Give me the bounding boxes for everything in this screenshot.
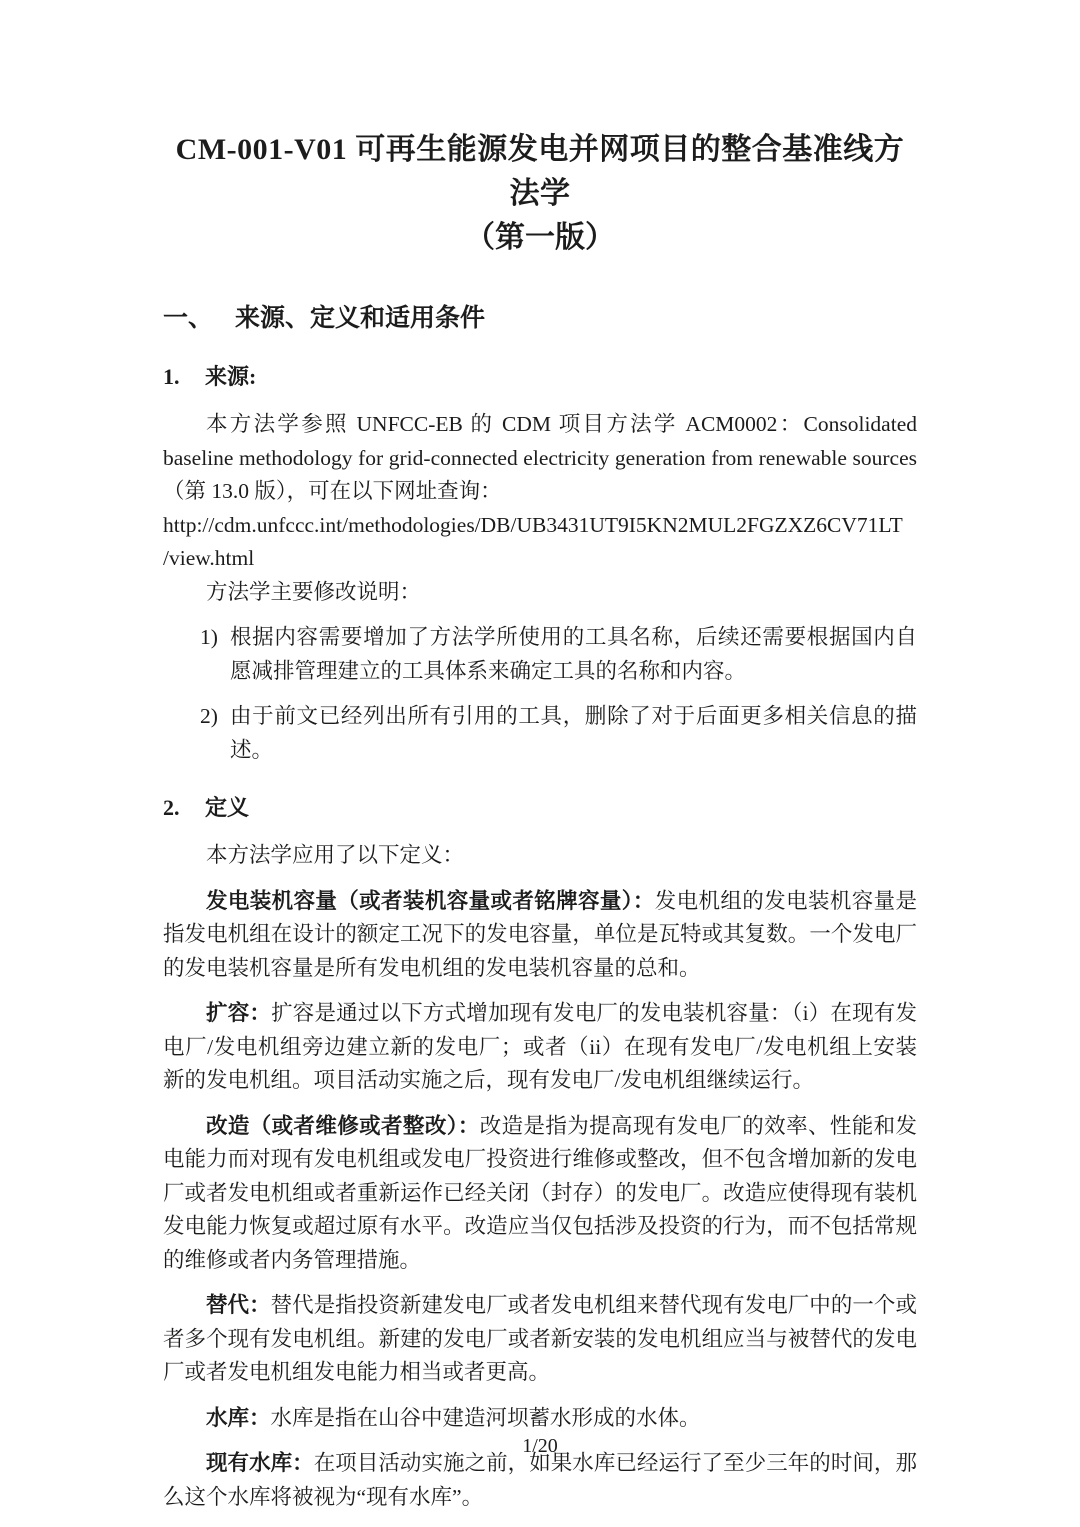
definition-text: 扩容是通过以下方式增加现有发电厂的发电装机容量：（i）在现有发电厂/发电机组旁边建立新的发电厂；或者（ii）在现有发电厂/发电机组上安装新的发电机组。项目活动实施之后，现有发电厂/发电机组继续运行。 <box>163 1001 917 1092</box>
subsection-heading-source <box>163 361 917 393</box>
definition-text: 发电机组的发电装机容量是指发电机组在设计的额定工况下的发电容量，单位是瓦特或其复数。一个发电厂的发电装机容量是所有发电机组的发电装机容量的总和。 <box>163 888 917 980</box>
subsection-number: 2. <box>163 795 180 820</box>
section-number: 一、 <box>163 305 214 332</box>
revision-item-number: 2) <box>200 704 218 728</box>
page-number: 1/20 <box>522 1435 558 1457</box>
subsection-heading-label: 来源: <box>205 364 257 389</box>
definition-retrofit <box>163 1110 917 1278</box>
methodology-url-line1: http://cdm.unfccc.int/methodologies/DB/UB3431UT9I5KN2MUL2FGZXZ6CV71LT <box>163 512 903 537</box>
definition-text: 改造是指为提高现有发电厂的效率、性能和发电能力而对现有发电机组或发电厂投资进行维修或整改，但不包含增加新的发电厂或者发电机组或者重新运作已经关闭（封存）的发电厂。改造应使得现有装机发电能力恢复或超过原有水平。改造应当仅包括涉及投资的行为，而不包括常规的维修或者内务管理措施。 <box>163 1113 917 1272</box>
definition-text: 替代是指投资新建发电厂或者发电机组来替代现有发电厂中的一个或者多个现有发电机组。新建的发电厂或者新安装的发电机组应当与被替代的发电厂或者发电机组发电能力相当或者更高。 <box>163 1293 917 1384</box>
definition-term: 改造（或者维修或者整改）： <box>206 1113 480 1138</box>
revision-item-text: 根据内容需要增加了方法学所使用的工具名称，后续还需要根据国内自愿减排管理建立的工具体系来确定工具的名称和内容。 <box>230 625 917 683</box>
revision-item-text: 由于前文已经列出所有引用的工具，删除了对于后面更多相关信息的描述。 <box>230 704 917 762</box>
definition-capacity-expansion <box>163 997 917 1098</box>
subsection-number: 1. <box>163 364 180 389</box>
definition-installed-capacity <box>163 885 917 986</box>
document-title: CM-001-V01 可再生能源发电并网项目的整合基准线方法学 <box>175 133 905 210</box>
revision-item <box>200 621 917 688</box>
source-paragraph: 本方法学参照 UNFCC-EB 的 CDM 项目方法学 ACM0002：Consolidated baseline methodology for grid-connected electricity generation from renewable sources（第 13.0 版），可在以下网址查询： <box>163 412 917 503</box>
section-heading-sources-definitions <box>163 302 917 336</box>
methodology-url-line2: /view.html <box>163 546 255 570</box>
definition-text: 在项目活动实施之前，如果水库已经运行了至少三年的时间，那么这个水库将被视为“现有水库”。 <box>163 1451 917 1509</box>
definition-term: 替代： <box>206 1293 271 1317</box>
definition-term: 现有水库： <box>206 1451 314 1475</box>
subsection-heading-definitions <box>163 792 917 824</box>
definition-reservoir <box>163 1402 917 1436</box>
revision-item <box>200 700 917 767</box>
definition-replacement <box>163 1289 917 1390</box>
subsection-heading-label: 定义 <box>205 795 250 820</box>
definition-term: 发电装机容量（或者装机容量或者铭牌容量）： <box>206 888 655 913</box>
document-subtitle: （第一版） <box>465 221 615 254</box>
definition-term: 水库： <box>206 1405 271 1430</box>
revision-intro: 方法学主要修改说明： <box>206 579 422 604</box>
definition-text: 水库是指在山谷中建造河坝蓄水形成的水体。 <box>270 1405 701 1430</box>
definitions-intro: 本方法学应用了以下定义： <box>206 843 465 867</box>
revision-item-number: 1) <box>200 625 218 649</box>
definition-term: 扩容： <box>206 1001 272 1025</box>
section-heading-label: 来源、定义和适用条件 <box>235 305 486 332</box>
